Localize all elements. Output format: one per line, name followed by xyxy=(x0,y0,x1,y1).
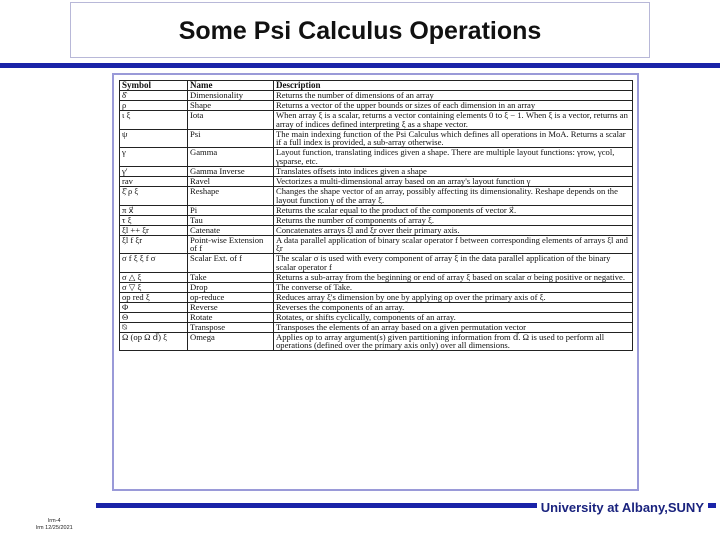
symbol-cell: ξ̂ ρ ξ xyxy=(120,186,188,205)
psi-operations-table xyxy=(119,80,633,351)
description-cell: Returns the scalar equal to the product of the components of vector x⃗. xyxy=(274,205,633,215)
symbol-cell: ι ξ xyxy=(120,110,188,129)
description-cell: Concatenates arrays ξl and ξr over their primary axis. xyxy=(274,225,633,235)
symbol-cell: τ ξ xyxy=(120,215,188,225)
table-row xyxy=(120,215,633,225)
name-cell: Iota xyxy=(188,110,274,129)
symbol-cell: σ f ξ ξ f σ xyxy=(120,254,188,273)
description-cell: Returns the number of dimensions of an array xyxy=(274,90,633,100)
description-cell: The scalar σ is used with every component of array ξ in the data parallel application of the binary scalar operator f xyxy=(274,254,633,273)
table-row xyxy=(120,225,633,235)
description-cell: The main indexing function of the Psi Calculus which defines all operations in MoA. Returns a scalar if a full index is provided, a sub-array otherwise. xyxy=(274,129,633,148)
description-cell: When array ξ is a scalar, returns a vector containing elements 0 to ξ − 1. When ξ is a vector, returns an array of indices defined interpreting ξ as a shape vector. xyxy=(274,110,633,129)
symbol-cell: op red ξ xyxy=(120,292,188,302)
symbol-cell: γ′ xyxy=(120,167,188,177)
description-cell: Returns a sub-array from the beginning or end of array ξ based on scalar σ being positive or negative. xyxy=(274,273,633,283)
description-cell: Changes the shape vector of an array, possibly affecting its dimensionality. Reshape depends on the layout function γ of the array ξ. xyxy=(274,186,633,205)
table-row xyxy=(120,273,633,283)
table-row xyxy=(120,302,633,312)
description-cell: Transposes the elements of an array based on a given permutation vector xyxy=(274,322,633,332)
table-row xyxy=(120,235,633,254)
name-cell: Point-wise Extension of f xyxy=(188,235,274,254)
symbol-cell: γ xyxy=(120,148,188,167)
table-body xyxy=(120,90,633,350)
slide-title: Some Psi Calculus Operations xyxy=(178,17,542,45)
symbol-cell: Φ xyxy=(120,302,188,312)
table-row xyxy=(120,254,633,273)
name-cell: Ravel xyxy=(188,177,274,187)
name-cell: Psi xyxy=(188,129,274,148)
header-description: Description xyxy=(274,81,633,91)
name-cell: Omega xyxy=(188,332,274,351)
header-symbol: Symbol xyxy=(120,81,188,91)
table-row xyxy=(120,205,633,215)
name-cell: Drop xyxy=(188,283,274,293)
name-cell: Tau xyxy=(188,215,274,225)
name-cell: Gamma xyxy=(188,148,274,167)
description-cell: Rotates, or shifts cyclically, components of an array. xyxy=(274,312,633,322)
footer-slide-id: lrm-4 xyxy=(48,518,61,524)
symbol-cell: ξl ++ ξr xyxy=(120,225,188,235)
name-cell: Catenate xyxy=(188,225,274,235)
table-header-row xyxy=(120,81,633,91)
table-row xyxy=(120,167,633,177)
name-cell: Gamma Inverse xyxy=(188,167,274,177)
table-row xyxy=(120,292,633,302)
description-cell: Layout function, translating indices given a shape. There are multiple layout functions: γrow, γcol, γsparse, etc. xyxy=(274,148,633,167)
description-cell: The converse of Take. xyxy=(274,283,633,293)
name-cell: op-reduce xyxy=(188,292,274,302)
symbol-cell: σ △ ξ xyxy=(120,273,188,283)
symbol-cell: Ω (op Ω d⃗) ξ xyxy=(120,332,188,351)
table-row xyxy=(120,129,633,148)
symbol-cell: π x⃗ xyxy=(120,205,188,215)
table-row xyxy=(120,312,633,322)
footer-date: lrm 12/25/2021 xyxy=(36,525,73,531)
title-box xyxy=(70,2,650,58)
symbol-cell: ⍉ xyxy=(120,322,188,332)
name-cell: Scalar Ext. of f xyxy=(188,254,274,273)
name-cell: Rotate xyxy=(188,312,274,322)
table-row xyxy=(120,90,633,100)
description-cell: Applies op to array argument(s) given partitioning information from d⃗. Ω is used to perform all operations (defined over the primary axis only) over all dimensions. xyxy=(274,332,633,351)
description-cell: Reduces array ξ's dimension by one by applying op over the primary axis of ξ. xyxy=(274,292,633,302)
description-cell: Reverses the components of an array. xyxy=(274,302,633,312)
symbol-cell: ψ xyxy=(120,129,188,148)
description-cell: A data parallel application of binary scalar operator f between corresponding elements of arrays ξl and ξr xyxy=(274,235,633,254)
description-cell: Returns the number of components of array ξ. xyxy=(274,215,633,225)
top-divider-bar xyxy=(0,63,720,68)
table-row xyxy=(120,110,633,129)
university-footer: University at Albany,SUNY xyxy=(537,500,708,515)
description-cell: Returns a vector of the upper bounds or sizes of each dimension in an array xyxy=(274,100,633,110)
symbol-cell: ρ xyxy=(120,100,188,110)
name-cell: Take xyxy=(188,273,274,283)
description-cell: Translates offsets into indices given a shape xyxy=(274,167,633,177)
symbol-cell: ξl f ξr xyxy=(120,235,188,254)
table-frame xyxy=(112,73,639,491)
header-name: Name xyxy=(188,81,274,91)
name-cell: Dimensionality xyxy=(188,90,274,100)
table-row xyxy=(120,283,633,293)
table-row xyxy=(120,100,633,110)
name-cell: Shape xyxy=(188,100,274,110)
name-cell: Reverse xyxy=(188,302,274,312)
table-row xyxy=(120,332,633,351)
table-row xyxy=(120,148,633,167)
table-row xyxy=(120,186,633,205)
symbol-cell: σ ▽ ξ xyxy=(120,283,188,293)
table-row xyxy=(120,177,633,187)
symbol-cell: Θ xyxy=(120,312,188,322)
name-cell: Pi xyxy=(188,205,274,215)
symbol-cell: δ̂ xyxy=(120,90,188,100)
name-cell: Transpose xyxy=(188,322,274,332)
slide-footer-info xyxy=(36,518,73,532)
description-cell: Vectorizes a multi-dimensional array based on an array's layout function γ xyxy=(274,177,633,187)
symbol-cell: rav xyxy=(120,177,188,187)
table-row xyxy=(120,322,633,332)
name-cell: Reshape xyxy=(188,186,274,205)
